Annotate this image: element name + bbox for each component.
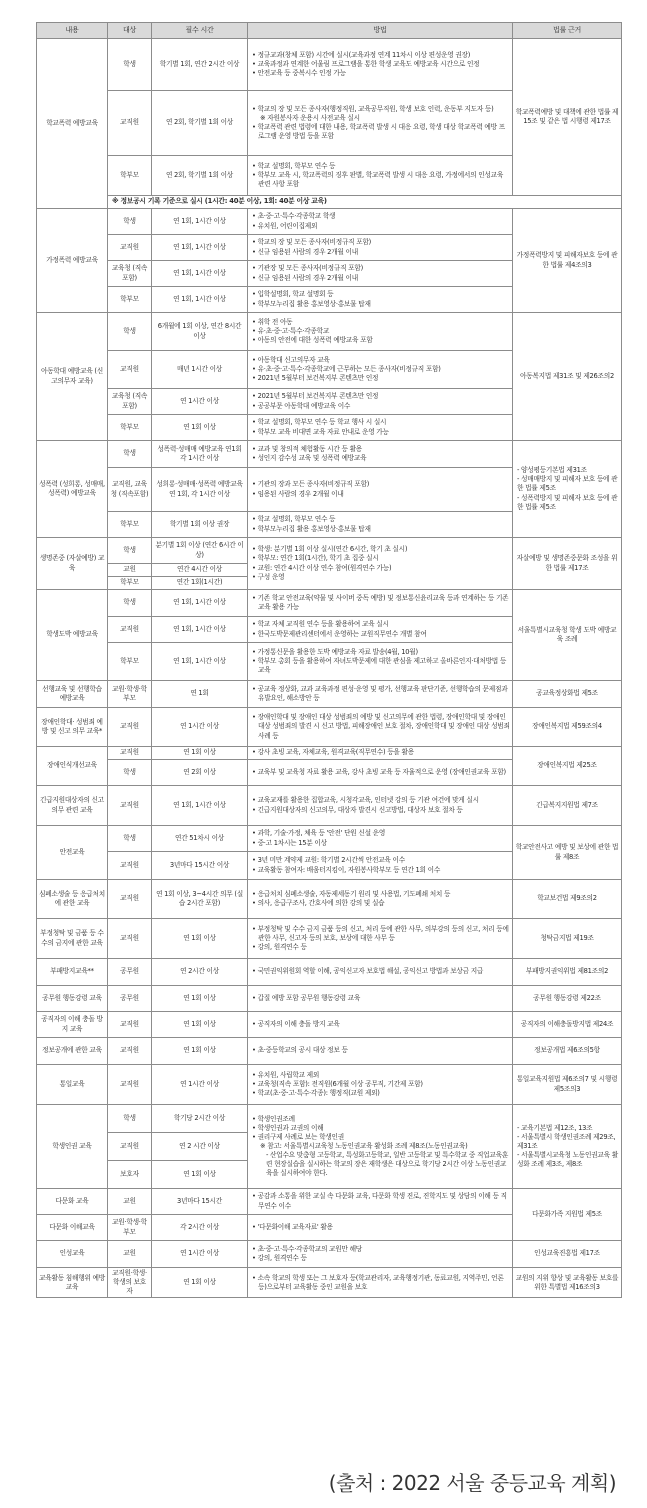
row-title: 아동학대 예방교육 (신고의무자 교육) — [37, 313, 108, 441]
time-cell: 성폭력·성매매 예방교육 연1회 각 1시간 이상 — [152, 441, 248, 468]
time-cell: 연 2 시간 이상 — [152, 1133, 248, 1161]
bullet: • '다문화이해 교육자료' 활용 — [252, 1223, 510, 1232]
time-cell: 연간 4시간 이상 — [152, 564, 248, 577]
bullet: • 초·중등학교의 공시 대상 정보 등 — [252, 1046, 510, 1055]
target-cell: 교직원 — [108, 1038, 152, 1065]
method-cell — [248, 1189, 513, 1215]
target-cell: 학부모 — [108, 512, 152, 538]
table-row — [37, 1105, 622, 1133]
bullet: • 학부모: 연간 1회(1시간), 학기 초 집중 실시 — [252, 554, 510, 563]
bullet: • 아동학대 신고의무자 교육 — [252, 356, 510, 365]
bullet: • 소속 학교의 학생 또는 그 보호자 등(학교관리자, 교육행정기관, 동료교원, 지역주민, 언론 등)으로부터 교육활동 중인 교원을 보호 — [252, 1274, 510, 1292]
sub-note: ※ 참고: 서울특별시교육청 노동인권교육 활성화 조례 제8조(노동인권교육) — [260, 1141, 468, 1150]
law-line: - 성폭력방지 및 피해자 보호 등에 관한 법률 제5조 — [517, 493, 618, 511]
target-cell: 학생 — [108, 826, 152, 852]
time-cell: 연 2회, 학기별 1회 이상 — [152, 156, 248, 196]
bullet: • 교육청(직속 포함): 전직원(6개월 이상 공무직, 기간제 포함) — [252, 1080, 510, 1089]
time-cell: 연 1회 이상 — [152, 1012, 248, 1038]
time-cell: 연 1회 이상 — [152, 986, 248, 1012]
row-title: 심폐소생술 등 응급처치에 관한 교육 — [37, 880, 108, 919]
law-cell: 인성교육진흥법 제17조 — [513, 1241, 622, 1268]
bullet: • 2021년 5월부터 보건복지부 콘텐츠만 인정 — [252, 374, 510, 383]
table-row — [37, 826, 622, 852]
row-title: 학생도박 예방교육 — [37, 590, 108, 681]
bullet: • 강의, 원격연수 등 — [252, 1254, 510, 1263]
law-cell: 통일교육지원법 제6조의7 및 시행령 제5조의3 — [513, 1065, 622, 1105]
table-row — [37, 959, 622, 986]
table-row — [37, 1189, 622, 1215]
row-title: 부정청탁 및 금품 등 수수의 금지에 관한 교육 — [37, 919, 108, 959]
time-cell: 연 2회 이상 — [152, 760, 248, 786]
bullet: • 정규교과(창체 포함) 시간에 실시(교육과정 연계 11차시 이상 편성운영 권장) — [252, 51, 510, 60]
target-cell: 학생 — [108, 313, 152, 351]
target-cell: 교육청 (직속포함) — [108, 261, 152, 287]
method-cell — [248, 786, 513, 826]
bullet: • 학교 자체 교직원 연수 등을 활용하여 교육 실시 — [252, 620, 510, 629]
method-cell — [248, 617, 513, 643]
method-cell — [248, 1065, 513, 1105]
table-row — [37, 708, 622, 747]
table-row — [37, 590, 622, 617]
table-row — [37, 1241, 622, 1268]
bullet: • 학부모 교육 시, 학교폭력의 징후 판별, 학교폭력 발생 시 대응 요령, 가정에서의 인성교육 관련 사항 포함 — [252, 171, 510, 189]
time-cell: 연 1회, 1시간 이상 — [152, 643, 248, 681]
table-row — [37, 313, 622, 351]
target-cell: 학생 — [108, 1105, 152, 1133]
target-cell: 교직원 — [108, 747, 152, 760]
time-cell: 연 1회 이상 — [152, 1161, 248, 1189]
time-cell: 학기별 1회, 연간 2시간 이상 — [152, 39, 248, 91]
bullet: • 권리구제 사례로 보는 학생인권 — [252, 1133, 510, 1142]
header-required-time: 필수 시간 — [152, 23, 248, 39]
bullet: • 공직자의 이해 충돌 방지 교육 — [252, 1020, 510, 1029]
sub-note: ※ 자원봉사자 운용시 사전교육 실시 — [260, 113, 360, 122]
time-cell: 연 1시간 이상 — [152, 1065, 248, 1105]
row-title: 긴급지원대상자의 신고 의무 관련 교육 — [37, 786, 108, 826]
target-cell: 공무원 — [108, 959, 152, 986]
law-cell: 가정폭력방지 및 피해자보호 등에 관한 법률 제4조의3 — [513, 209, 622, 313]
target-cell: 교원 — [108, 1241, 152, 1268]
method-cell — [248, 1215, 513, 1241]
row-title: 인성교육 — [37, 1241, 108, 1268]
time-cell: 연 2시간 이상 — [152, 959, 248, 986]
time-cell: 연간 1회(1시간) — [152, 577, 248, 590]
law-cell: 장애인복지법 제59조의4 — [513, 708, 622, 747]
method-cell — [248, 91, 513, 156]
bullet: • 강사 초빙 교육, 자체교육, 원격교육(직무연수) 등을 활용 — [252, 748, 510, 757]
method-cell — [248, 1038, 513, 1065]
law-cell: 교원의 지위 향상 및 교육활동 보호를 위한 특별법 제16조의3 — [513, 1268, 622, 1298]
bullet: • 유·초·중·고·특수·각종학교에 근무하는 모든 종사자(비정규직 포함) — [252, 365, 510, 374]
time-cell: 연 1회 — [152, 681, 248, 708]
bullet: • 국민권익위원회 역할 이해, 공익신고자 보호법 해설, 공익신고 방법과 보상금 지급 — [252, 967, 510, 976]
bullet: • 교육교재를 활용한 집합교육, 시청각교육, 인터넷 강의 등 기관 여건에 맞게 실시 — [252, 796, 510, 805]
bullet: • 부정청탁 및 수수 금지 금품 등의 신고, 처리 등에 관한 사무, 의부강의 등의 신고, 처리 등에 관한 사무, 신고자 등의 보호, 보상에 대한 사무 등 — [252, 925, 510, 943]
bullet: • 교원: 연간 4시간 이상 연수 참여(원격연수 가능) — [252, 564, 510, 573]
bullet: • 학부모누리집 활용 홍보영상·홍보물 탑재 — [252, 300, 510, 309]
law-line: - 교육기본법 제12조, 13조 — [517, 1123, 593, 1132]
time-cell: 연 1회, 1시간 이상 — [152, 261, 248, 287]
method-cell — [248, 209, 513, 235]
bullet: • 중·고 1차시는 15분 이상 — [252, 839, 510, 848]
method-cell — [248, 708, 513, 747]
law-cell: 장애인복지법 제25조 — [513, 747, 622, 786]
bullet: • 학생인권과 교권의 이해 — [252, 1124, 510, 1133]
time-cell: 연 1회, 1시간 이상 — [152, 590, 248, 617]
bullet: • 학생: 분기별 1회 이상 실시(연간 6시간, 학기 초 실시) — [252, 545, 510, 554]
table-row — [37, 681, 622, 708]
bullet: • 안전교육 등 중복시수 인정 가능 — [252, 69, 510, 78]
row-title: 통일교육 — [37, 1065, 108, 1105]
table-row — [37, 538, 622, 564]
time-cell: 분기별 1회 이상 (연간 6시간 이상) — [152, 538, 248, 564]
table-row — [37, 1012, 622, 1038]
method-cell — [248, 590, 513, 617]
bullet: • 학교의 장 및 모든 종사자(비정규직 포함) — [252, 238, 510, 247]
table-row — [37, 919, 622, 959]
row-title: 교육활동 침해행위 예방교육 — [37, 1268, 108, 1298]
row-title: 다문화 교육 — [37, 1189, 108, 1215]
method-cell — [248, 39, 513, 91]
bullet: • 3년 미만 계약제 교원: 학기별 2시간씩 안전교육 이수 — [252, 856, 510, 865]
table-row — [37, 196, 622, 209]
bullet: • 교과 및 창의적 체험활동 시간 등 활용 — [252, 445, 510, 454]
target-cell: 교직원 — [108, 617, 152, 643]
method-cell — [248, 415, 513, 441]
row-title: 부패방지교육** — [37, 959, 108, 986]
bullet: • 신규 임용된 사람의 경우 2개월 이내 — [252, 248, 510, 257]
bullet: • 학교 설명회, 학부모 연수 등 학교 행사 시 실시 — [252, 418, 510, 427]
row-title: 성폭력 (성희롱, 성매매, 성폭력) 예방교육 — [37, 441, 108, 538]
row-title: 다문화 이해교육 — [37, 1215, 108, 1241]
header-legal-basis: 법률 근거 — [513, 23, 622, 39]
bullet: • 학교 설명회, 학부모 연수 등 — [252, 162, 510, 171]
table-row — [37, 441, 622, 468]
bullet: • 기존 학교 안전교육(약물 및 사이버 중독 예방) 및 정보통신윤리교육 등과 연계하는 등 기존 교육 활용 가능 — [252, 594, 510, 612]
law-line: - 서울특별시교육청 노동인권교육 활성화 조례 제3조, 제8조 — [517, 1151, 618, 1169]
table-row — [37, 1268, 622, 1298]
time-cell: 연 1회, 1시간 이상 — [152, 209, 248, 235]
law-cell: 부패방지권익위법 제81조의2 — [513, 959, 622, 986]
target-cell: 교직원 — [108, 708, 152, 747]
bullet: • 초·중·고·특수·각종학교 학생 — [252, 212, 510, 221]
method-cell — [248, 1241, 513, 1268]
method-cell — [248, 538, 513, 590]
time-cell: 성희롱·성매매·성폭력 예방교육 연 1회, 각 1시간 이상 — [152, 468, 248, 512]
bullet: • 기관의 장과 모든 종사자(비정규직 포함) — [252, 480, 510, 489]
target-cell: 공무원 — [108, 986, 152, 1012]
bullet: • 기관장 및 모든 종사자(비정규직 포함) — [252, 264, 510, 273]
target-cell: 학생 — [108, 590, 152, 617]
bullet: • 교육과정과 연계한 어울림 프로그램을 통한 학생 교육도 예방교육 시간으로 인정 — [252, 60, 510, 69]
method-cell — [248, 1012, 513, 1038]
header-content: 내용 — [37, 23, 108, 39]
time-cell: 연 1회 이상, 3~4시간 의무 (실습 2시간 포함) — [152, 880, 248, 919]
method-cell — [248, 747, 513, 760]
education-requirements-table-wrapper — [36, 22, 621, 1298]
table-row — [37, 986, 622, 1012]
method-cell — [248, 287, 513, 313]
bullet: • 가정통신문을 활용한 도박 예방교육 자료 발송(4월, 10월) — [252, 648, 510, 657]
law-cell: 학교폭력예방 및 대책에 관한 법률 제15조 및 같은 법 시행령 제17조 — [513, 39, 622, 196]
target-cell: 교직원 — [108, 1133, 152, 1161]
row-title: 안전교육 — [37, 826, 108, 880]
method-cell — [248, 852, 513, 880]
target-cell: 교직원·학생·학생의 보호자 — [108, 1268, 152, 1298]
time-cell: 매년 1시간 이상 — [152, 351, 248, 389]
row-title: 생명존중 (자살예방) 교육 — [37, 538, 108, 590]
target-cell: 교직원, 교육청 (직속포함) — [108, 468, 152, 512]
method-cell — [248, 986, 513, 1012]
target-cell: 학생 — [108, 209, 152, 235]
law-cell: 다문화가족 지원법 제5조 — [513, 1189, 622, 1241]
bullet: • 학부모 교육 비대면 교육 자료 안내로 운영 가능 — [252, 428, 510, 437]
method-cell — [248, 1105, 513, 1189]
sub-note: - 산업수요 맞춤형 고등학교, 특성화고등학교, 일반 고등학교 및 특수학교 중 직업교육훈련 현장실습을 실시하는 학교의 장은 재학생은 대상으로 학기당 2시간 이상 노동인권교육을 실시하여야 한다. — [266, 1151, 509, 1178]
method-cell — [248, 643, 513, 681]
method-cell — [248, 389, 513, 415]
target-cell: 교원·학생·학부모 — [108, 1215, 152, 1241]
target-cell: 교직원 — [108, 1012, 152, 1038]
target-cell: 교직원 — [108, 1065, 152, 1105]
row-title: 공무원 행동강령 교육 — [37, 986, 108, 1012]
bullet: • 구성 운영 — [252, 573, 510, 582]
method-cell — [248, 959, 513, 986]
bullet: • 공감과 소통을 위한 교실 속 다문화 교육, 다문화 학생 진로, 진학지도 및 상담의 이해 등 직무연수 이수 — [252, 1192, 510, 1210]
method-cell — [248, 760, 513, 786]
law-cell: 공직자의 이해충돌방지법 제24조 — [513, 1012, 622, 1038]
law-cell: 아동복지법 제31조 및 제26조의2 — [513, 313, 622, 441]
law-cell: 서울특별시교육청 학생 도박 예방교육 조례 — [513, 590, 622, 681]
bullet: • 유·초·중·고·특수·각종학교 — [252, 327, 510, 336]
method-cell — [248, 468, 513, 512]
time-cell: 연 1회 이상 — [152, 1038, 248, 1065]
target-cell: 교직원 — [108, 880, 152, 919]
time-cell: 6개월에 1회 이상, 연간 8시간 이상 — [152, 313, 248, 351]
bullet: • 학교(초·중·고·특수·각종): 행정직(교원 제외) — [252, 1089, 510, 1098]
method-cell — [248, 880, 513, 919]
method-cell — [248, 156, 513, 196]
bullet: • 강의, 원격연수 등 — [252, 943, 510, 952]
bullet: • 입학설명회, 학교 설명회 등 — [252, 290, 510, 299]
bullet: • 아동의 안전에 대한 성폭력 예방교육 포함 — [252, 336, 510, 345]
bullet: • 학교폭력 관련 법령에 대한 내용, 학교폭력 발생 시 대응 요령, 학생 대상 학교폭력 예방 프로그램 운영 방법 등을 포함 — [252, 123, 510, 141]
law-line: - 서울특별시 학생인권조례 제29조, 제31조 — [517, 1132, 616, 1150]
row-title: 장애인식개선교육 — [37, 747, 108, 786]
header-target: 대상 — [108, 23, 152, 39]
time-cell: 연 1시간 이상 — [152, 1241, 248, 1268]
law-cell: 공교육정상화법 제5조 — [513, 681, 622, 708]
target-cell: 학부모 — [108, 643, 152, 681]
bullet: • 유치원, 어린이집제외 — [252, 222, 510, 231]
method-cell — [248, 681, 513, 708]
time-cell: 연 2회, 학기별 1회 이상 — [152, 91, 248, 156]
bullet: • 초·중·고·특수·각종학교의 교원만 해당 — [252, 1245, 510, 1254]
method-cell — [248, 826, 513, 852]
target-cell: 학부모 — [108, 415, 152, 441]
row-title: 가정폭력 예방교육 — [37, 209, 108, 313]
table-row — [37, 786, 622, 826]
bullet: • 학부모 총회 등을 활용하여 자녀도박문제에 대한 관심을 제고하고 올바른인지·대처방법 등 교육 — [252, 657, 510, 675]
law-line: - 양성평등기본법 제31조 — [517, 466, 587, 475]
bullet: • 신규 임용된 사람의 경우 2개월 이내 — [252, 274, 510, 283]
disclosure-note: ※ 정보공시 기록 기준으로 실시 (1시간: 40분 이상, 1회: 40분 이상 교육) — [108, 196, 622, 209]
bullet: • 교육부 및 교육청 자료 활용 교육, 강사 초빙 교육 등 자율적으로 운영 (장애인권교육 포함) — [252, 768, 510, 777]
target-cell: 교직원 — [108, 91, 152, 156]
table-header-row — [37, 23, 622, 39]
table-row — [37, 1038, 622, 1065]
method-cell — [248, 235, 513, 261]
table-row — [37, 880, 622, 919]
time-cell: 3년마다 15시간 — [152, 1189, 248, 1215]
bullet: • 과학, 기술·가정, 체육 등 '안전' 단원 신설 운영 — [252, 829, 510, 838]
target-cell: 교직원 — [108, 852, 152, 880]
bullet: • 학부모누리집 활용 홍보영상·홍보물 탑재 — [252, 525, 510, 534]
bullet: • 한국도박문제관리센터에서 운영하는 교원직무연수 개별 참여 — [252, 630, 510, 639]
time-cell: 연 1회, 1시간 이상 — [152, 617, 248, 643]
target-cell: 학생 — [108, 441, 152, 468]
time-cell: 연 1회, 1시간 이상 — [152, 786, 248, 826]
bullet: • 장애인학대 및 장애인 대상 성범죄의 예방 및 신고의무에 관한 법령, 장애인학대 및 장애인 대상 성범죄의 발견 시 신고 방법, 피해장애인 보호 절차, 장애인학대 및 장애인 대상 성범죄 사례 등 — [252, 713, 510, 740]
method-cell — [248, 313, 513, 351]
law-cell: 학교보건법 제9조의2 — [513, 880, 622, 919]
law-line: - 성매매방지 및 피해자 보호 등에 관한 법률 제5조 — [517, 475, 618, 493]
law-cell: 학교안전사고 예방 및 보상에 관한 법률 제8조 — [513, 826, 622, 880]
law-cell: 공무원 행동강령 제22조 — [513, 986, 622, 1012]
time-cell: 연간 51차시 이상 — [152, 826, 248, 852]
education-requirements-table — [36, 22, 622, 1298]
header-method: 방법 — [248, 23, 513, 39]
time-cell: 연 1시간 이상 — [152, 708, 248, 747]
time-cell: 연 1회, 1시간 이상 — [152, 235, 248, 261]
bullet: • 임용된 사람의 경우 2개월 이내 — [252, 490, 510, 499]
time-cell: 학기별 1회 이상 권장 — [152, 512, 248, 538]
table-row — [37, 39, 622, 91]
table-row — [37, 747, 622, 760]
bullet: • 취학 전 아동 — [252, 318, 510, 327]
target-cell: 보호자 — [108, 1161, 152, 1189]
method-cell — [248, 261, 513, 287]
target-cell: 교직원 — [108, 919, 152, 959]
method-cell — [248, 351, 513, 389]
table-row — [37, 209, 622, 235]
target-cell: 학생 — [108, 39, 152, 91]
target-cell: 교직원 — [108, 786, 152, 826]
time-cell: 연 1회, 1시간 이상 — [152, 287, 248, 313]
row-title: 학교폭력 예방교육 — [37, 39, 108, 209]
method-cell — [248, 512, 513, 538]
target-cell: 학생 — [108, 760, 152, 786]
time-cell: 연 1회 이상 — [152, 1268, 248, 1298]
row-title: 정보공개에 관한 교육 — [37, 1038, 108, 1065]
law-cell: 긴급복지지원법 제7조 — [513, 786, 622, 826]
bullet: • 공공부문 아동학대 예방교육 이수 — [252, 402, 510, 411]
time-cell: 연 1회 이상 — [152, 919, 248, 959]
target-cell: 교육청 (직속포함) — [108, 389, 152, 415]
bullet: • 긴급지원대상자의 신고의무, 대상자 발견시 신고방법, 대상자 보호 절차 등 — [252, 806, 510, 815]
law-cell: 자살예방 및 생명존중문화 조성을 위한 법률 제17조 — [513, 538, 622, 590]
time-cell: 각 2시간 이상 — [152, 1215, 248, 1241]
method-cell — [248, 919, 513, 959]
target-cell: 학부모 — [108, 156, 152, 196]
bullet: • 학교 설명회, 학부모 연수 등 — [252, 515, 510, 524]
row-title: 학생인권 교육 — [37, 1105, 108, 1189]
bullet: • 교육활동 참여자: 배움터지킴이, 자원봉사학부모 등 연간 1회 이수 — [252, 866, 510, 875]
time-cell: 연 1시간 이상 — [152, 389, 248, 415]
target-cell: 학부모 — [108, 577, 152, 590]
method-cell — [248, 441, 513, 468]
target-cell: 교직원 — [108, 235, 152, 261]
bullet: • 의사, 응급구조사, 간호사에 의한 강의 및 실습 — [252, 899, 510, 908]
time-cell: 3년마다 15시간 이상 — [152, 852, 248, 880]
table-row — [37, 1065, 622, 1105]
bullet: • 유치원, 사립학교 제외 — [252, 1071, 510, 1080]
target-cell: 교원·학생·학부모 — [108, 681, 152, 708]
time-cell: 연 1회 이상 — [152, 415, 248, 441]
bullet: • 학교의 장 및 모든 종사자(행정직원, 교육공무직원, 학생 보호 인력, 운동부 지도자 등) — [252, 105, 510, 114]
bullet: • 갑질 예방 포함 공무원 행동강령 교육 — [252, 994, 510, 1003]
target-cell: 교원 — [108, 1189, 152, 1215]
time-cell: 연 1회 이상 — [152, 747, 248, 760]
law-cell: 정보공개법 제6조의5항 — [513, 1038, 622, 1065]
row-title: 공직자의 이해 충돌 방지 교육 — [37, 1012, 108, 1038]
target-cell: 학부모 — [108, 287, 152, 313]
source-caption: (출처 : 2022 서울 중등교육 계획) — [328, 1471, 616, 1495]
time-cell: 학기당 2시간 이상 — [152, 1105, 248, 1133]
law-cell — [513, 441, 622, 538]
law-cell — [513, 1105, 622, 1189]
bullet: • 학생인권조례 — [252, 1115, 510, 1124]
method-cell — [248, 1268, 513, 1298]
bullet: • 공교육 정상화, 교과 교육과정 편성·운영 및 평가, 선행교육 판단기준, 선행학습의 문제점과 유발요인, 해소방안 등 — [252, 685, 510, 703]
row-title: 장애인학대· 성범죄 예방 및 신고 의무 교육* — [37, 708, 108, 747]
target-cell: 학생 — [108, 538, 152, 564]
bullet: • 2021년 5월부터 보건복지부 콘텐츠만 인정 — [252, 392, 510, 401]
target-cell: 교직원 — [108, 351, 152, 389]
bullet: • 응급처치 심폐소생술, 자동제세동기 원리 및 사용법, 기도폐쇄 처치 등 — [252, 890, 510, 899]
target-cell: 교원 — [108, 564, 152, 577]
row-title: 선행교육 및 선행학습 예방교육 — [37, 681, 108, 708]
law-cell: 청탁금지법 제19조 — [513, 919, 622, 959]
bullet: • 성인지 감수성 교육 및 성폭력 예방교육 — [252, 454, 510, 463]
